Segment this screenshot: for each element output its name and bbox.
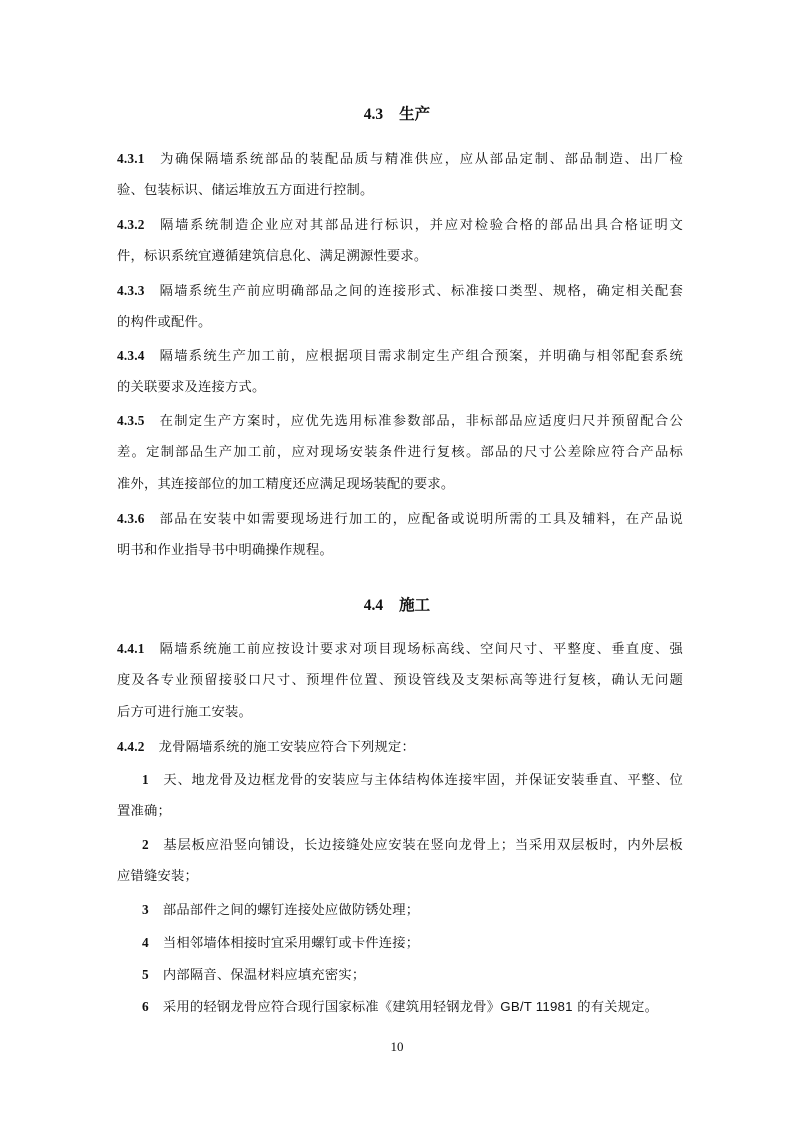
item-text-tail: 的有关规定。 <box>572 1000 659 1015</box>
section-title: 生产 <box>399 104 431 123</box>
list-item-6 <box>117 991 683 1023</box>
clause-line <box>117 405 683 437</box>
clause-line <box>117 340 683 372</box>
section-heading-4-4 <box>0 595 794 616</box>
item-number: 5 <box>142 967 149 982</box>
clause-line <box>117 143 683 175</box>
clause-number: 4.4.2 <box>117 739 145 754</box>
clause-line: 的构件或配件。 <box>117 315 212 330</box>
clause-line <box>117 503 683 535</box>
clause-text: 隔墙系统生产加工前，应根据项目需求制定生产组合预案，并明确与相邻配套系统 <box>158 349 683 364</box>
item-text: 采用的轻钢龙骨应符合现行国家标准《建筑用轻钢龙骨》 <box>162 1000 501 1015</box>
section-number: 4.3 <box>363 106 384 123</box>
item-text: 内部隔音、保温材料应填充密实； <box>162 968 366 983</box>
item-number: 4 <box>142 935 149 950</box>
clause-text: 在制定生产方案时，应优先选用标准参数部品，非标部品应适度归尺并预留配合公 <box>158 414 683 429</box>
item-line <box>117 991 683 1023</box>
section-heading-4-3 <box>0 104 794 125</box>
clause-line: 的关联要求及连接方式。 <box>117 380 266 395</box>
clause-text: 隔墙系统生产前应明确部品之间的连接形式、标准接口类型、规格，确定相关配套 <box>158 284 683 299</box>
clause-line <box>117 731 683 763</box>
list-item-5 <box>117 959 683 991</box>
item-line <box>117 829 683 861</box>
item-text: 天、地龙骨及边框龙骨的安装应与主体结构体连接牢固，并保证安装垂直、平整、位 <box>162 773 683 788</box>
item-number: 6 <box>142 999 149 1014</box>
clause-number: 4.3.4 <box>117 348 145 363</box>
clause-line: 准外，其连接部位的加工精度还应满足现场装配的要求。 <box>117 477 455 492</box>
clause-text: 隔墙系统制造企业应对其部品进行标识，并应对检验合格的部品出具合格证明文 <box>158 218 683 233</box>
list-item-1 <box>117 764 683 828</box>
clause-4-3-4 <box>117 340 683 404</box>
list-item-4 <box>117 927 683 959</box>
clause-line: 后方可进行施工安装。 <box>117 705 252 720</box>
clause-number: 4.3.1 <box>117 151 145 166</box>
item-line <box>117 959 683 991</box>
clause-4-3-6 <box>117 503 683 567</box>
item-line: 置准确； <box>117 804 171 819</box>
item-line <box>117 927 683 959</box>
clause-number: 4.4.1 <box>117 641 145 656</box>
clause-4-3-2 <box>117 209 683 273</box>
section-title: 施工 <box>399 595 431 614</box>
item-line <box>117 894 683 926</box>
clause-line <box>117 633 683 665</box>
clause-line: 度及各专业预留接驳口尺寸、预埋件位置、预设管线及支架标高等进行复核，确认无问题 <box>117 673 683 688</box>
clause-4-3-1 <box>117 143 683 207</box>
item-number: 3 <box>142 902 149 917</box>
clause-4-4-2 <box>117 731 683 763</box>
item-text: 基层板应沿竖向铺设，长边接缝处应安装在竖向龙骨上；当采用双层板时，内外层板 <box>162 838 683 853</box>
clause-line <box>117 209 683 241</box>
item-number: 1 <box>142 772 149 787</box>
item-line <box>117 764 683 796</box>
clause-4-3-3 <box>117 275 683 339</box>
list-item-3 <box>117 894 683 926</box>
clause-text: 部品在安装中如需要现场进行加工的，应配备或说明所需的工具及辅料，在产品说 <box>158 512 683 527</box>
clause-number: 4.3.6 <box>117 511 145 526</box>
clause-line: 明书和作业指导书中明确操作规程。 <box>117 543 333 558</box>
standard-code: GB/T 11981 <box>500 999 573 1014</box>
clause-4-4-1 <box>117 633 683 729</box>
page-number: 10 <box>390 1039 404 1054</box>
section-number: 4.4 <box>363 597 384 614</box>
clause-line <box>117 275 683 307</box>
clause-line: 验、包装标识、储运堆放五方面进行控制。 <box>117 183 374 198</box>
item-number: 2 <box>142 837 149 852</box>
clause-number: 4.3.5 <box>117 413 145 428</box>
clause-text: 为确保隔墙系统部品的装配品质与精准供应，应从部品定制、部品制造、出厂检 <box>158 152 683 167</box>
item-line: 应错缝安装； <box>117 869 198 884</box>
clause-text: 龙骨隔墙系统的施工安装应符合下列规定： <box>158 740 416 755</box>
clause-line: 件，标识系统宜遵循建筑信息化、满足溯源性要求。 <box>117 249 428 264</box>
item-text: 当相邻墙体相接时宜采用螺钉或卡件连接； <box>162 936 420 951</box>
list-item-2 <box>117 829 683 893</box>
clause-4-3-5 <box>117 405 683 501</box>
clause-line: 差。定制部品生产加工前，应对现场安装条件进行复核。部品的尺寸公差除应符合产品标 <box>117 445 683 460</box>
clause-number: 4.3.3 <box>117 283 145 298</box>
item-text: 部品部件之间的螺钉连接处应做防锈处理； <box>162 903 420 918</box>
clause-text: 隔墙系统施工前应按设计要求对项目现场标高线、空间尺寸、平整度、垂直度、强 <box>158 642 683 657</box>
clause-number: 4.3.2 <box>117 217 145 232</box>
